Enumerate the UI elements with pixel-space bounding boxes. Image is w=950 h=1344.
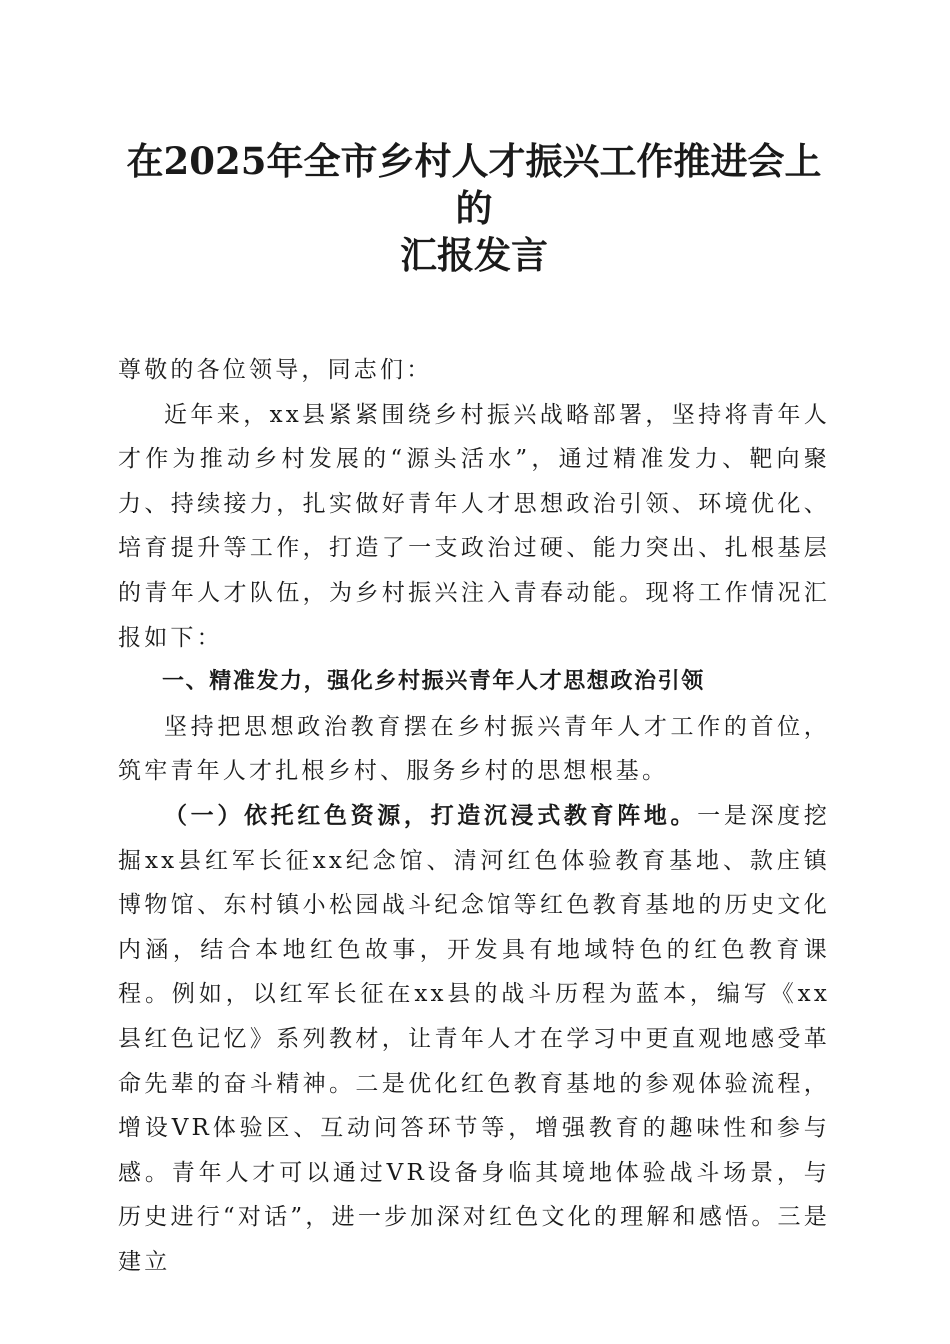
document-title xyxy=(118,138,830,279)
section-1-heading: 一、精准发力，强化乡村振兴青年人才思想政治引领 xyxy=(162,669,705,695)
subsection-1-paragraph xyxy=(118,794,830,1285)
subsection-1-heading: （一）依托红色资源，打造沉浸式教育阵地。 xyxy=(164,801,698,829)
title-line-1: 在2025年全市乡村人才振兴工作推进会上的 xyxy=(126,139,822,230)
subsection-1-body: 一是深度挖掘xx县红军长征xx纪念馆、清河红色体验教育基地、款庄镇博物馆、东村镇小松园战斗纪念馆等红色教育基地的历史文化内涵，结合本地红色故事，开发具有地域特色的红色教育课程。例如，以红军长征在xx县的战斗历程为蓝本，编写《xx县红色记忆》系列教材，让青年人才在学习中更直观地感受革命先辈的奋斗精神。二是优化红色教育基地的参观体验流程，增设VR体验区、互动问答环节等，增强教育的趣味性和参与感。青年人才可以通过VR设备身临其境地体验战斗场景，与历史进行“对话”，进一步加深对红色文化的理解和感悟。三是建立 xyxy=(118,802,831,1275)
section-1-intro-paragraph: 坚持把思想政治教育摆在乡村振兴青年人才工作的首位，筑牢青年人才扎根乡村、服务乡村的思想根基。 xyxy=(118,713,830,785)
title-line-2: 汇报发言 xyxy=(400,233,548,277)
intro-paragraph: 近年来，xx县紧紧围绕乡村振兴战略部署，坚持将青年人才作为推动乡村发展的“源头活水”，通过精准发力、靶向聚力、持续接力，扎实做好青年人才思想政治引领、环境优化、培育提升等工作，打造了一支政治过硬、能力突出、扎根基层的青年人才队伍，为乡村振兴注入青春动能。现将工作情况汇报如下： xyxy=(118,401,830,651)
salutation: 尊敬的各位领导，同志们： xyxy=(118,357,433,383)
document-page xyxy=(118,138,830,1284)
